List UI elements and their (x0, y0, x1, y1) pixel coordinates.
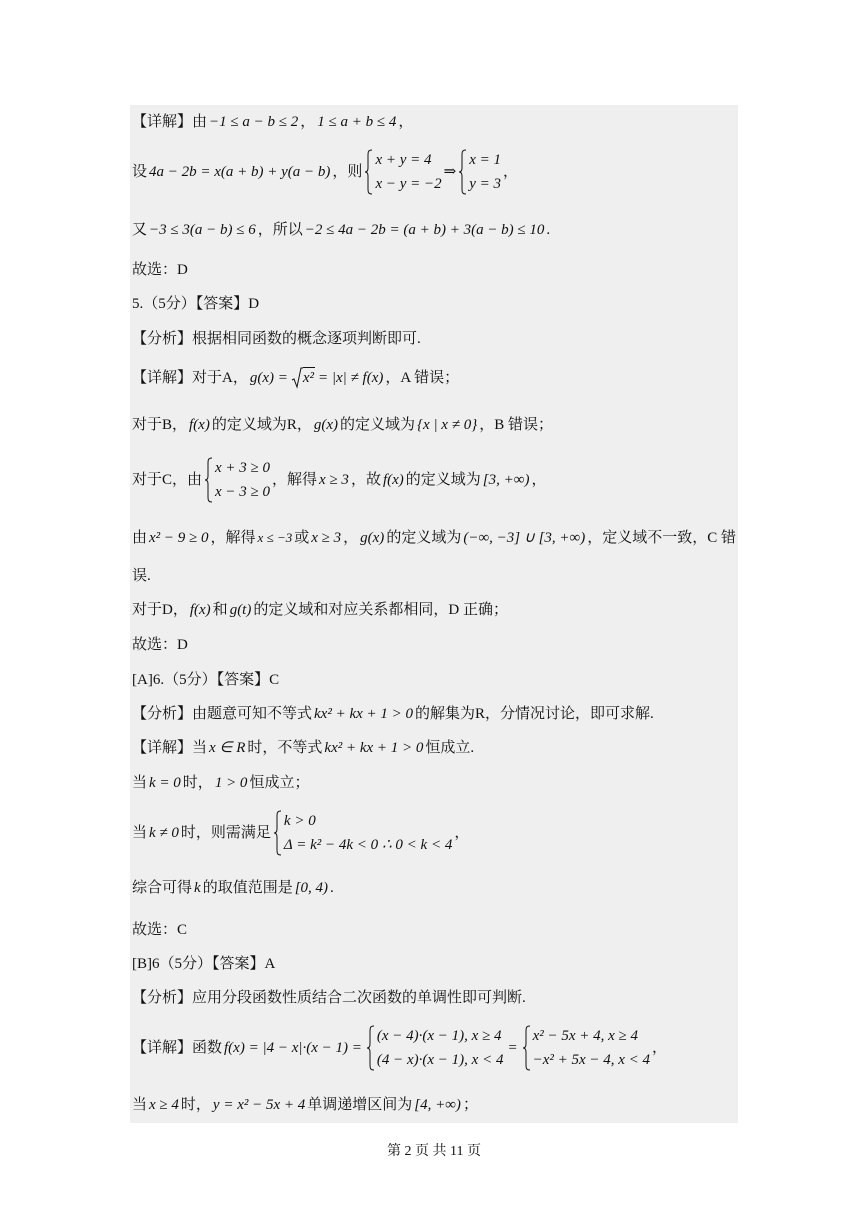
text-segment: ， (502, 164, 518, 180)
math-expression: [0, 4) (294, 880, 329, 896)
math-expression: kx² + kx + 1 > 0 (324, 740, 424, 756)
text-line (132, 294, 259, 314)
text-segment: 对于C，由 (132, 472, 203, 488)
text-segment: 设 (132, 164, 148, 180)
system-row: −x² + 5x − 4, x < 4 (532, 1052, 651, 1068)
left-brace-icon (273, 810, 282, 856)
math-expression: −3 ≤ 3(a − b) ≤ 6 (149, 222, 256, 238)
text-segment: ，故 (350, 472, 381, 488)
text-line (132, 148, 518, 196)
text-segment: 时，则需满足 (180, 825, 271, 841)
text-segment: 的定义域为 (405, 472, 481, 488)
system-row: k > 0 (283, 813, 316, 829)
text-segment: 时，不等式 (247, 740, 323, 756)
text-segment: ，定义域不一致，C 错 (587, 530, 736, 546)
text-segment: 综合可得 (132, 880, 193, 896)
text-line (132, 600, 508, 620)
text-line (132, 670, 279, 690)
math-expression: x ≤ −3 (257, 530, 293, 545)
page-footer: 第 2 页 共 11 页 (387, 1144, 481, 1159)
text-line (132, 704, 654, 724)
math-expression: x ∈ R (209, 740, 246, 756)
implies-symbol: ⇒ (443, 164, 457, 180)
text-line (132, 635, 188, 655)
text-segment: 当 (132, 825, 148, 841)
text-segment: ，A 错误； (385, 370, 460, 386)
math-expression: = |x| ≠ f(x) (318, 370, 384, 386)
text-segment: 和 (212, 602, 228, 618)
text-segment: ，所以 (257, 222, 303, 238)
text-segment: ， (454, 825, 470, 841)
system-row: x = 1 (469, 152, 501, 168)
math-expression: f(x) = |4 − x|·(x − 1) = (224, 1040, 362, 1056)
system-row: Δ = k² − 4k < 0 (283, 837, 379, 853)
square-root (291, 367, 315, 389)
radicand: x² (303, 367, 315, 389)
math-expression: k ≠ 0 (149, 825, 179, 841)
text-segment: 又 (132, 222, 148, 238)
equation-system (458, 148, 501, 196)
text-segment: 的定义域为R， (211, 417, 312, 433)
math-expression: g(x) = (249, 370, 288, 386)
text-line (132, 456, 546, 504)
text-segment: 【详解】对于A， (132, 370, 248, 386)
equation-system (522, 1024, 650, 1072)
text-segment: 对于D， (132, 602, 188, 618)
text-segment: . (330, 880, 334, 896)
text-segment: 的定义域为 (386, 530, 462, 546)
text-segment: ， (398, 114, 414, 130)
text-segment: 的定义域和对应关系都相同，D 正确； (253, 602, 508, 618)
math-expression: [3, +∞) (482, 472, 530, 488)
math-expression: x ≥ 4 (149, 1097, 179, 1113)
analysis-text: 【分析】根据相同函数的概念逐项判断即可. (132, 331, 421, 347)
math-expression: (−∞, −3] ∪ [3, +∞) (463, 530, 586, 546)
math-expression: 1 ≤ a + b ≤ 4 (317, 114, 397, 130)
text-line (132, 368, 459, 388)
math-expression: g(t) (229, 602, 252, 618)
system-row: (4 − x)·(x − 1), x < 4 (376, 1052, 504, 1068)
text-segment: 或 (294, 530, 310, 546)
text-segment: 对于B， (132, 417, 188, 433)
left-brace-icon (364, 149, 373, 195)
system-row: y = 3 (469, 176, 501, 192)
math-expression: g(x) (360, 530, 385, 546)
text-segment: 【详解】由 (132, 114, 208, 130)
system-row: (x − 4)·(x − 1), x ≥ 4 (376, 1028, 502, 1044)
system-row: x + 3 ≥ 0 (215, 460, 271, 476)
question-header: [B]6（5分）【答案】A (132, 956, 276, 972)
math-expression: ∴ 0 < k < 4 (382, 837, 453, 853)
text-segment: 当 (132, 1097, 148, 1113)
text-line (132, 1095, 478, 1115)
text-line (132, 260, 188, 280)
math-expression: f(x) (189, 417, 210, 433)
answer-line: 故选：D (132, 262, 188, 278)
text-line (132, 1024, 667, 1072)
text-segment: 当 (132, 775, 148, 791)
left-brace-icon (204, 457, 213, 503)
system-row: x − 3 ≥ 0 (215, 484, 271, 500)
text-segment: ，B 错误； (479, 417, 553, 433)
text-line (132, 566, 151, 586)
text-segment: 误. (132, 568, 151, 584)
text-segment: ，则 (332, 164, 363, 180)
text-segment: ，解得 (272, 472, 318, 488)
text-segment: 的解集为R，分情况讨论，即可求解. (415, 706, 654, 722)
text-segment: ； (462, 1097, 478, 1113)
text-segment: . (546, 222, 551, 238)
text-line (132, 112, 413, 132)
text-line (132, 954, 275, 974)
text-line (132, 415, 553, 435)
text-line (132, 988, 526, 1008)
math-expression: x ≥ 3 (311, 530, 342, 546)
math-expression: k = 0 (149, 775, 181, 791)
math-expression: k (194, 880, 201, 896)
math-expression: f(x) (382, 472, 404, 488)
math-expression: x ≥ 3 (319, 472, 349, 488)
math-expression: kx² + kx + 1 > 0 (314, 706, 414, 722)
text-segment: ， (300, 114, 316, 130)
radical-sign-icon (291, 367, 303, 389)
answer-line: 故选：C (132, 922, 188, 938)
text-line (132, 920, 187, 940)
text-segment: ， (531, 472, 547, 488)
math-expression: = (507, 1040, 518, 1056)
text-segment: 的取值范围是 (202, 880, 293, 896)
system-row: x + y = 4 (375, 152, 432, 168)
question-header: 5.（5分）【答案】D (132, 296, 260, 312)
math-expression: f(x) (189, 602, 211, 618)
answer-line: 故选：D (132, 637, 188, 653)
math-expression: y = x² − 5x + 4 (212, 1097, 306, 1113)
left-brace-icon (366, 1025, 375, 1071)
text-segment: ， (652, 1040, 668, 1056)
equation-system (366, 1024, 504, 1072)
text-segment: 【分析】由题意可知不等式 (132, 706, 313, 722)
system-row: x² − 5x + 4, x ≥ 4 (532, 1028, 639, 1044)
left-brace-icon (458, 149, 467, 195)
analysis-text: 【分析】应用分段函数性质结合二次函数的单调性即可判断. (132, 990, 526, 1006)
text-line (132, 738, 474, 758)
math-expression: 4a − 2b = x(a + b) + y(a − b) (149, 164, 331, 180)
text-segment: 由 (132, 530, 148, 546)
text-segment: 的定义域为 (340, 417, 416, 433)
math-expression: −2 ≤ 4a − 2b = (a + b) + 3(a − b) ≤ 10 (304, 222, 545, 238)
equation-system (204, 456, 270, 504)
math-expression: 1 > 0 (214, 775, 248, 791)
text-segment: ， (343, 530, 359, 546)
left-brace-icon (522, 1025, 531, 1071)
text-segment: 时， (182, 775, 213, 791)
text-line (132, 878, 334, 898)
text-line (132, 329, 421, 349)
text-segment: 【详解】当 (132, 740, 208, 756)
math-expression: {x | x ≠ 0} (417, 417, 478, 433)
math-expression: x² − 9 ≥ 0 (149, 530, 209, 546)
text-segment: ，解得 (210, 530, 256, 546)
math-expression: [4, +∞) (414, 1097, 461, 1113)
text-segment: 恒成立； (249, 775, 310, 791)
text-segment: 恒成立. (425, 740, 475, 756)
text-segment: 【详解】函数 (132, 1040, 223, 1056)
equation-system (364, 148, 441, 196)
system-row: x − y = −2 (375, 176, 442, 192)
math-expression: g(x) (313, 417, 339, 433)
text-line (132, 809, 469, 857)
question-header: [A]6.（5分）【答案】C (132, 672, 280, 688)
text-segment: 单调递增区间为 (307, 1097, 413, 1113)
text-segment: 时， (180, 1097, 211, 1113)
text-line (132, 528, 736, 548)
math-expression: −1 ≤ a − b ≤ 2 (209, 114, 299, 130)
text-line (132, 773, 309, 793)
equation-system (273, 809, 378, 857)
text-line (132, 220, 550, 240)
